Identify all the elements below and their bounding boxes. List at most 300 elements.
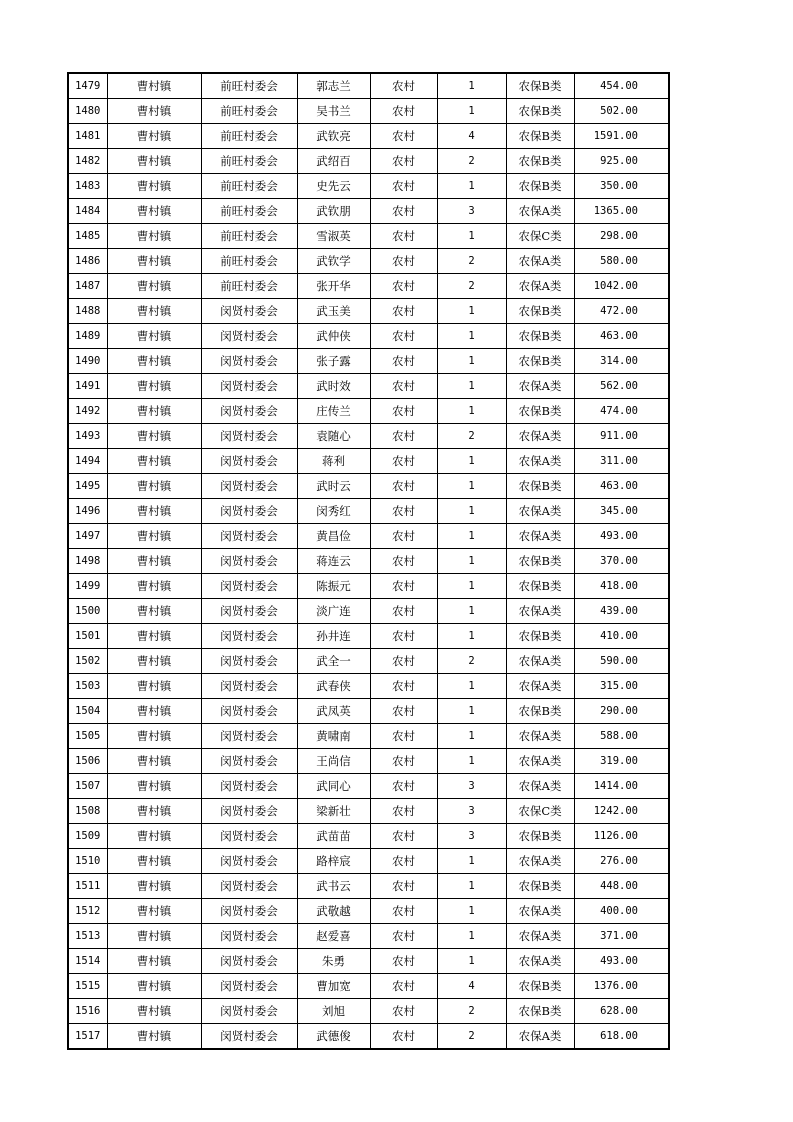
cell-amount: 1365.00 (574, 199, 669, 224)
cell-household-type: 农村 (370, 424, 437, 449)
cell-insurance-category: 农保B类 (506, 349, 574, 374)
cell-household-size: 2 (437, 424, 506, 449)
cell-insurance-category: 农保B类 (506, 399, 574, 424)
cell-village-committee: 闵贤村委会 (201, 749, 297, 774)
cell-person-name: 雪淑英 (297, 224, 370, 249)
cell-amount: 290.00 (574, 699, 669, 724)
cell-household-size: 3 (437, 799, 506, 824)
cell-town: 曹村镇 (107, 449, 201, 474)
cell-insurance-category: 农保B类 (506, 574, 574, 599)
cell-row-index: 1483 (68, 174, 107, 199)
cell-town: 曹村镇 (107, 174, 201, 199)
cell-insurance-category: 农保C类 (506, 799, 574, 824)
cell-person-name: 武时云 (297, 474, 370, 499)
cell-household-size: 1 (437, 474, 506, 499)
cell-household-type: 农村 (370, 299, 437, 324)
cell-household-type: 农村 (370, 549, 437, 574)
cell-household-size: 1 (437, 349, 506, 374)
cell-person-name: 武玉美 (297, 299, 370, 324)
cell-town: 曹村镇 (107, 974, 201, 999)
table-row (68, 649, 669, 674)
cell-row-index: 1503 (68, 674, 107, 699)
cell-village-committee: 前旺村委会 (201, 249, 297, 274)
cell-amount: 448.00 (574, 874, 669, 899)
cell-household-type: 农村 (370, 349, 437, 374)
cell-insurance-category: 农保A类 (506, 449, 574, 474)
cell-person-name: 袁随心 (297, 424, 370, 449)
cell-person-name: 蒋利 (297, 449, 370, 474)
beneficiary-table (67, 72, 670, 1050)
table-row (68, 99, 669, 124)
cell-person-name: 张开华 (297, 274, 370, 299)
cell-household-size: 1 (437, 399, 506, 424)
cell-household-type: 农村 (370, 574, 437, 599)
cell-household-size: 1 (437, 624, 506, 649)
cell-village-committee: 闵贤村委会 (201, 699, 297, 724)
cell-town: 曹村镇 (107, 1024, 201, 1050)
cell-row-index: 1479 (68, 73, 107, 99)
cell-amount: 925.00 (574, 149, 669, 174)
table-row (68, 549, 669, 574)
cell-person-name: 吴书兰 (297, 99, 370, 124)
table-row (68, 73, 669, 99)
cell-insurance-category: 农保A类 (506, 249, 574, 274)
cell-household-type: 农村 (370, 749, 437, 774)
table-row (68, 574, 669, 599)
cell-household-size: 1 (437, 174, 506, 199)
cell-amount: 276.00 (574, 849, 669, 874)
cell-village-committee: 闵贤村委会 (201, 624, 297, 649)
cell-row-index: 1484 (68, 199, 107, 224)
cell-person-name: 武仲侠 (297, 324, 370, 349)
cell-amount: 618.00 (574, 1024, 669, 1050)
cell-amount: 400.00 (574, 899, 669, 924)
cell-village-committee: 闵贤村委会 (201, 574, 297, 599)
cell-insurance-category: 农保A类 (506, 649, 574, 674)
cell-household-size: 2 (437, 999, 506, 1024)
cell-insurance-category: 农保A类 (506, 899, 574, 924)
cell-person-name: 武钦亮 (297, 124, 370, 149)
table-row (68, 874, 669, 899)
cell-person-name: 路梓宸 (297, 849, 370, 874)
cell-household-type: 农村 (370, 449, 437, 474)
cell-household-size: 1 (437, 674, 506, 699)
cell-amount: 315.00 (574, 674, 669, 699)
cell-household-size: 1 (437, 599, 506, 624)
cell-town: 曹村镇 (107, 699, 201, 724)
cell-row-index: 1504 (68, 699, 107, 724)
cell-town: 曹村镇 (107, 424, 201, 449)
cell-amount: 1376.00 (574, 974, 669, 999)
cell-amount: 418.00 (574, 574, 669, 599)
cell-person-name: 武德俊 (297, 1024, 370, 1050)
cell-household-type: 农村 (370, 374, 437, 399)
cell-household-type: 农村 (370, 174, 437, 199)
cell-person-name: 曹加宽 (297, 974, 370, 999)
cell-household-type: 农村 (370, 799, 437, 824)
table-row (68, 149, 669, 174)
table-row (68, 174, 669, 199)
cell-household-size: 1 (437, 899, 506, 924)
cell-village-committee: 闵贤村委会 (201, 724, 297, 749)
cell-amount: 345.00 (574, 499, 669, 524)
cell-household-type: 农村 (370, 149, 437, 174)
cell-person-name: 武钦学 (297, 249, 370, 274)
cell-town: 曹村镇 (107, 99, 201, 124)
cell-row-index: 1500 (68, 599, 107, 624)
cell-amount: 1042.00 (574, 274, 669, 299)
cell-insurance-category: 农保A类 (506, 1024, 574, 1050)
cell-insurance-category: 农保A类 (506, 199, 574, 224)
cell-person-name: 孙井连 (297, 624, 370, 649)
cell-town: 曹村镇 (107, 649, 201, 674)
cell-amount: 298.00 (574, 224, 669, 249)
cell-insurance-category: 农保B类 (506, 624, 574, 649)
cell-amount: 463.00 (574, 474, 669, 499)
cell-row-index: 1508 (68, 799, 107, 824)
cell-insurance-category: 农保A类 (506, 599, 574, 624)
cell-insurance-category: 农保C类 (506, 224, 574, 249)
cell-amount: 1242.00 (574, 799, 669, 824)
cell-person-name: 武绍百 (297, 149, 370, 174)
cell-amount: 350.00 (574, 174, 669, 199)
cell-town: 曹村镇 (107, 574, 201, 599)
cell-amount: 1591.00 (574, 124, 669, 149)
cell-household-type: 农村 (370, 199, 437, 224)
table-row (68, 299, 669, 324)
cell-person-name: 朱勇 (297, 949, 370, 974)
table-row (68, 374, 669, 399)
table-row (68, 924, 669, 949)
cell-village-committee: 闵贤村委会 (201, 499, 297, 524)
cell-village-committee: 闵贤村委会 (201, 849, 297, 874)
cell-person-name: 淡广连 (297, 599, 370, 624)
cell-household-size: 1 (437, 749, 506, 774)
cell-household-type: 农村 (370, 524, 437, 549)
cell-household-type: 农村 (370, 599, 437, 624)
cell-village-committee: 前旺村委会 (201, 124, 297, 149)
cell-insurance-category: 农保B类 (506, 99, 574, 124)
cell-village-committee: 前旺村委会 (201, 224, 297, 249)
cell-row-index: 1511 (68, 874, 107, 899)
cell-town: 曹村镇 (107, 499, 201, 524)
table-row (68, 249, 669, 274)
cell-person-name: 闵秀红 (297, 499, 370, 524)
cell-village-committee: 闵贤村委会 (201, 799, 297, 824)
cell-village-committee: 闵贤村委会 (201, 374, 297, 399)
cell-amount: 502.00 (574, 99, 669, 124)
cell-town: 曹村镇 (107, 399, 201, 424)
cell-household-size: 1 (437, 299, 506, 324)
table-row (68, 324, 669, 349)
cell-person-name: 武凤英 (297, 699, 370, 724)
cell-village-committee: 闵贤村委会 (201, 324, 297, 349)
cell-row-index: 1505 (68, 724, 107, 749)
cell-row-index: 1490 (68, 349, 107, 374)
cell-household-size: 1 (437, 524, 506, 549)
cell-town: 曹村镇 (107, 199, 201, 224)
cell-town: 曹村镇 (107, 474, 201, 499)
cell-person-name: 张子露 (297, 349, 370, 374)
cell-household-type: 农村 (370, 249, 437, 274)
cell-household-type: 农村 (370, 924, 437, 949)
table-row (68, 824, 669, 849)
cell-amount: 588.00 (574, 724, 669, 749)
cell-household-type: 农村 (370, 974, 437, 999)
cell-row-index: 1509 (68, 824, 107, 849)
cell-amount: 472.00 (574, 299, 669, 324)
cell-household-type: 农村 (370, 399, 437, 424)
table-row (68, 999, 669, 1024)
cell-insurance-category: 农保B类 (506, 174, 574, 199)
cell-person-name: 武敬越 (297, 899, 370, 924)
cell-household-type: 农村 (370, 699, 437, 724)
cell-village-committee: 闵贤村委会 (201, 449, 297, 474)
cell-amount: 314.00 (574, 349, 669, 374)
cell-village-committee: 前旺村委会 (201, 174, 297, 199)
cell-village-committee: 前旺村委会 (201, 99, 297, 124)
cell-amount: 454.00 (574, 73, 669, 99)
cell-row-index: 1494 (68, 449, 107, 474)
table-row (68, 1024, 669, 1050)
table-row (68, 424, 669, 449)
cell-household-size: 1 (437, 549, 506, 574)
cell-town: 曹村镇 (107, 274, 201, 299)
cell-village-committee: 闵贤村委会 (201, 974, 297, 999)
cell-village-committee: 前旺村委会 (201, 199, 297, 224)
cell-village-committee: 闵贤村委会 (201, 1024, 297, 1050)
cell-town: 曹村镇 (107, 249, 201, 274)
cell-person-name: 郭志兰 (297, 73, 370, 99)
cell-village-committee: 前旺村委会 (201, 149, 297, 174)
cell-household-size: 2 (437, 249, 506, 274)
cell-village-committee: 闵贤村委会 (201, 899, 297, 924)
cell-village-committee: 闵贤村委会 (201, 399, 297, 424)
cell-village-committee: 闵贤村委会 (201, 999, 297, 1024)
cell-row-index: 1499 (68, 574, 107, 599)
cell-town: 曹村镇 (107, 874, 201, 899)
cell-amount: 493.00 (574, 949, 669, 974)
cell-town: 曹村镇 (107, 349, 201, 374)
cell-person-name: 王尚信 (297, 749, 370, 774)
cell-household-size: 4 (437, 974, 506, 999)
cell-town: 曹村镇 (107, 849, 201, 874)
cell-amount: 439.00 (574, 599, 669, 624)
cell-household-type: 农村 (370, 949, 437, 974)
cell-household-size: 1 (437, 874, 506, 899)
cell-person-name: 武苗苗 (297, 824, 370, 849)
cell-insurance-category: 农保A类 (506, 849, 574, 874)
cell-row-index: 1497 (68, 524, 107, 549)
cell-amount: 628.00 (574, 999, 669, 1024)
cell-household-size: 1 (437, 324, 506, 349)
table-row (68, 849, 669, 874)
cell-household-size: 3 (437, 824, 506, 849)
cell-amount: 370.00 (574, 549, 669, 574)
cell-row-index: 1495 (68, 474, 107, 499)
cell-amount: 911.00 (574, 424, 669, 449)
table-row (68, 224, 669, 249)
cell-household-size: 2 (437, 274, 506, 299)
cell-amount: 410.00 (574, 624, 669, 649)
cell-town: 曹村镇 (107, 774, 201, 799)
cell-insurance-category: 农保B类 (506, 549, 574, 574)
cell-amount: 1126.00 (574, 824, 669, 849)
table-row (68, 524, 669, 549)
table-row (68, 774, 669, 799)
cell-town: 曹村镇 (107, 224, 201, 249)
cell-person-name: 蒋连云 (297, 549, 370, 574)
cell-household-type: 农村 (370, 1024, 437, 1050)
table-row (68, 949, 669, 974)
cell-insurance-category: 农保B类 (506, 149, 574, 174)
cell-town: 曹村镇 (107, 899, 201, 924)
cell-row-index: 1510 (68, 849, 107, 874)
cell-insurance-category: 农保B类 (506, 73, 574, 99)
cell-row-index: 1507 (68, 774, 107, 799)
cell-amount: 311.00 (574, 449, 669, 474)
cell-insurance-category: 农保B类 (506, 824, 574, 849)
cell-household-type: 农村 (370, 899, 437, 924)
cell-row-index: 1516 (68, 999, 107, 1024)
cell-row-index: 1512 (68, 899, 107, 924)
cell-insurance-category: 农保B类 (506, 299, 574, 324)
cell-insurance-category: 农保B类 (506, 999, 574, 1024)
cell-village-committee: 闵贤村委会 (201, 524, 297, 549)
table-row (68, 599, 669, 624)
cell-town: 曹村镇 (107, 724, 201, 749)
table-row (68, 674, 669, 699)
cell-insurance-category: 农保A类 (506, 949, 574, 974)
cell-row-index: 1489 (68, 324, 107, 349)
cell-insurance-category: 农保B类 (506, 124, 574, 149)
cell-village-committee: 闵贤村委会 (201, 774, 297, 799)
cell-town: 曹村镇 (107, 124, 201, 149)
cell-person-name: 武书云 (297, 874, 370, 899)
cell-town: 曹村镇 (107, 73, 201, 99)
cell-household-type: 农村 (370, 649, 437, 674)
cell-row-index: 1513 (68, 924, 107, 949)
cell-amount: 1414.00 (574, 774, 669, 799)
cell-insurance-category: 农保A类 (506, 374, 574, 399)
cell-insurance-category: 农保A类 (506, 499, 574, 524)
cell-household-size: 3 (437, 774, 506, 799)
cell-amount: 580.00 (574, 249, 669, 274)
cell-village-committee: 闵贤村委会 (201, 549, 297, 574)
cell-household-type: 农村 (370, 624, 437, 649)
table-row (68, 799, 669, 824)
cell-row-index: 1515 (68, 974, 107, 999)
cell-person-name: 刘旭 (297, 999, 370, 1024)
cell-town: 曹村镇 (107, 824, 201, 849)
cell-person-name: 武钦朋 (297, 199, 370, 224)
cell-insurance-category: 农保A类 (506, 274, 574, 299)
cell-household-size: 1 (437, 99, 506, 124)
cell-person-name: 梁新壮 (297, 799, 370, 824)
cell-household-size: 1 (437, 924, 506, 949)
cell-town: 曹村镇 (107, 999, 201, 1024)
cell-household-type: 农村 (370, 73, 437, 99)
cell-row-index: 1491 (68, 374, 107, 399)
cell-household-size: 2 (437, 649, 506, 674)
cell-household-size: 1 (437, 724, 506, 749)
cell-household-type: 农村 (370, 274, 437, 299)
cell-row-index: 1488 (68, 299, 107, 324)
cell-town: 曹村镇 (107, 149, 201, 174)
cell-row-index: 1493 (68, 424, 107, 449)
cell-village-committee: 闵贤村委会 (201, 649, 297, 674)
cell-village-committee: 闵贤村委会 (201, 299, 297, 324)
cell-row-index: 1514 (68, 949, 107, 974)
cell-row-index: 1487 (68, 274, 107, 299)
cell-row-index: 1501 (68, 624, 107, 649)
cell-town: 曹村镇 (107, 949, 201, 974)
cell-person-name: 陈振元 (297, 574, 370, 599)
table-row (68, 124, 669, 149)
cell-insurance-category: 农保B类 (506, 474, 574, 499)
cell-household-type: 农村 (370, 774, 437, 799)
table-row (68, 899, 669, 924)
cell-household-size: 1 (437, 73, 506, 99)
cell-row-index: 1498 (68, 549, 107, 574)
cell-household-size: 1 (437, 374, 506, 399)
table-row (68, 749, 669, 774)
table-row (68, 349, 669, 374)
cell-household-type: 农村 (370, 674, 437, 699)
cell-row-index: 1496 (68, 499, 107, 524)
cell-insurance-category: 农保A类 (506, 424, 574, 449)
cell-row-index: 1492 (68, 399, 107, 424)
cell-village-committee: 闵贤村委会 (201, 424, 297, 449)
cell-person-name: 赵爱喜 (297, 924, 370, 949)
cell-person-name: 史先云 (297, 174, 370, 199)
cell-person-name: 武春侠 (297, 674, 370, 699)
cell-household-size: 1 (437, 449, 506, 474)
cell-person-name: 黄昌俭 (297, 524, 370, 549)
cell-row-index: 1481 (68, 124, 107, 149)
cell-household-size: 2 (437, 149, 506, 174)
cell-insurance-category: 农保A类 (506, 524, 574, 549)
cell-village-committee: 闵贤村委会 (201, 924, 297, 949)
cell-village-committee: 闵贤村委会 (201, 349, 297, 374)
cell-insurance-category: 农保B类 (506, 699, 574, 724)
cell-household-type: 农村 (370, 124, 437, 149)
cell-amount: 493.00 (574, 524, 669, 549)
cell-town: 曹村镇 (107, 924, 201, 949)
cell-household-size: 4 (437, 124, 506, 149)
cell-household-type: 农村 (370, 999, 437, 1024)
cell-town: 曹村镇 (107, 624, 201, 649)
cell-insurance-category: 农保A类 (506, 749, 574, 774)
cell-household-size: 1 (437, 849, 506, 874)
cell-village-committee: 闵贤村委会 (201, 674, 297, 699)
cell-household-type: 农村 (370, 824, 437, 849)
table-row (68, 449, 669, 474)
cell-household-size: 1 (437, 699, 506, 724)
table-row (68, 624, 669, 649)
table-row (68, 974, 669, 999)
cell-household-size: 1 (437, 224, 506, 249)
cell-village-committee: 前旺村委会 (201, 274, 297, 299)
cell-row-index: 1482 (68, 149, 107, 174)
cell-person-name: 武全一 (297, 649, 370, 674)
cell-household-size: 1 (437, 499, 506, 524)
cell-person-name: 黄啸南 (297, 724, 370, 749)
cell-insurance-category: 农保A类 (506, 724, 574, 749)
cell-household-type: 农村 (370, 724, 437, 749)
cell-insurance-category: 农保A类 (506, 924, 574, 949)
cell-town: 曹村镇 (107, 674, 201, 699)
